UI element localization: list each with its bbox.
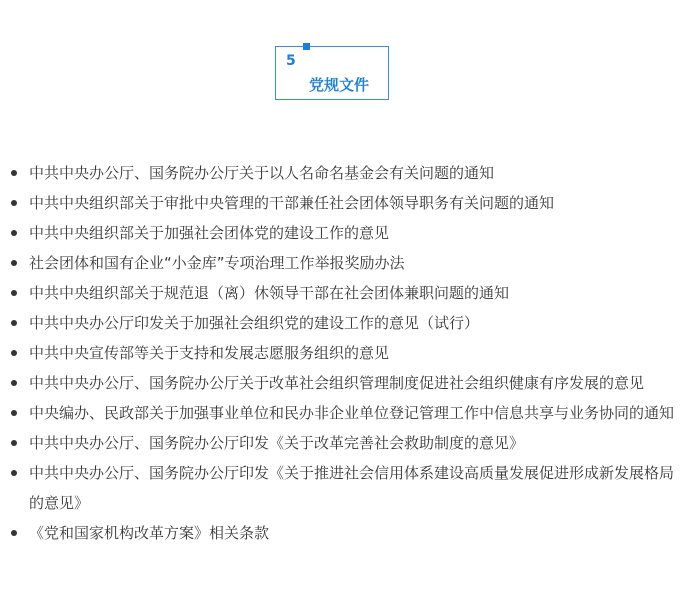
badge-square-marker: [303, 43, 310, 50]
list-item[interactable]: 社会团体和国有企业“小金库”专项治理工作举报奖励办法: [8, 248, 676, 278]
list-item[interactable]: 中共中央办公厅、国务院办公厅印发《关于改革完善社会救助制度的意见》: [8, 428, 676, 458]
list-item[interactable]: 中共中央组织部关于加强社会团体党的建设工作的意见: [8, 218, 676, 248]
list-item[interactable]: 中共中央组织部关于审批中央管理的干部兼任社会团体领导职务有关问题的通知: [8, 188, 676, 218]
list-item[interactable]: 中共中央办公厅印发关于加强社会组织党的建设工作的意见（试行）: [8, 308, 676, 338]
list-item[interactable]: 中共中央办公厅、国务院办公厅关于改革社会组织管理制度促进社会组织健康有序发展的意见: [8, 368, 676, 398]
section-header-badge: [275, 46, 389, 100]
section-title: 党规文件: [309, 76, 370, 94]
list-item[interactable]: 中共中央组织部关于规范退（离）休领导干部在社会团体兼职问题的通知: [8, 278, 676, 308]
list-item[interactable]: 中共中央办公厅、国务院办公厅印发《关于推进社会信用体系建设高质量发展促进形成新发展格局的意见》: [8, 458, 676, 518]
list-item[interactable]: 《党和国家机构改革方案》相关条款: [8, 518, 676, 548]
list-item[interactable]: 中央编办、民政部关于加强事业单位和民办非企业单位登记管理工作中信息共享与业务协同的通知: [8, 398, 676, 428]
list-item[interactable]: 中共中央办公厅、国务院办公厅关于以人名命名基金会有关问题的通知: [8, 158, 676, 188]
document-list: [8, 158, 676, 548]
list-item[interactable]: 中共中央宣传部等关于支持和发展志愿服务组织的意见: [8, 338, 676, 368]
section-number: 5: [286, 53, 296, 69]
